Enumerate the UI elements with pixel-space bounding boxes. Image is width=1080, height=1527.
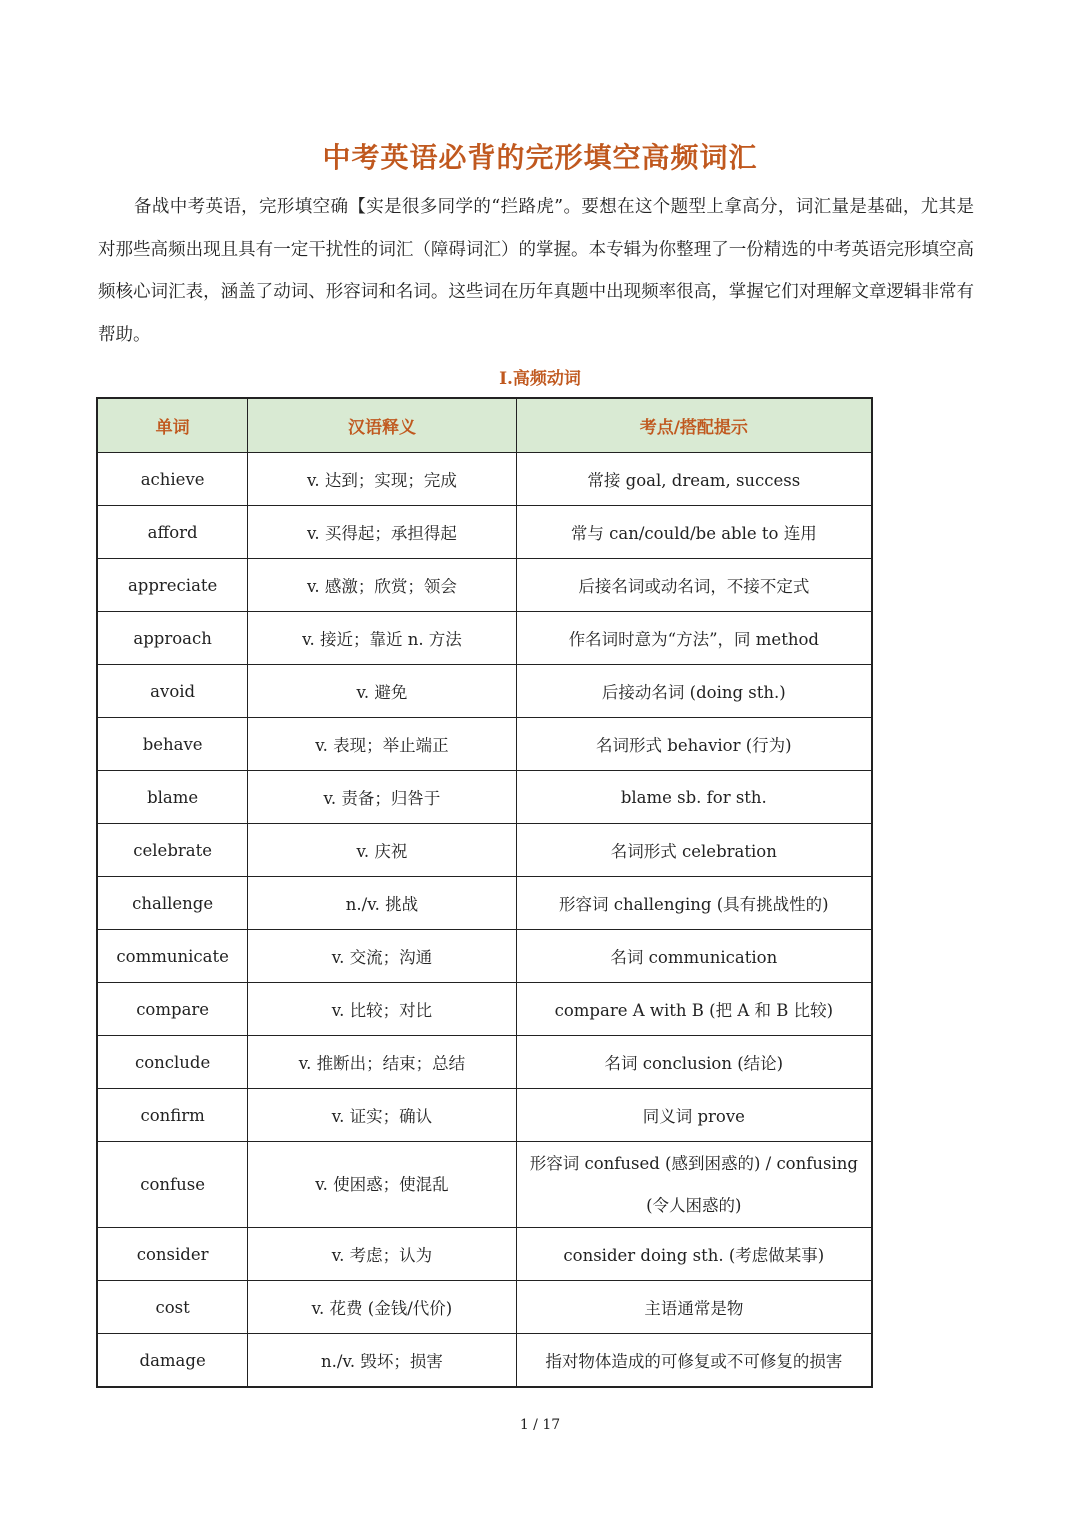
- page-title: 中考英语必背的完形填空高频词汇: [322, 141, 758, 174]
- cell-note: 名词 conclusion (结论): [516, 1036, 872, 1089]
- cell-note: 名词 communication: [516, 930, 872, 983]
- cell-meaning: v. 感激；欣赏；领会: [248, 559, 516, 612]
- cell-meaning: v. 证实；确认: [248, 1089, 516, 1142]
- cell-meaning: v. 达到；实现；完成: [248, 453, 516, 506]
- cell-note: compare A with B (把 A 和 B 比较): [516, 983, 872, 1036]
- cell-note: 指对物体造成的可修复或不可修复的损害: [516, 1334, 872, 1388]
- table-header-row: [97, 398, 872, 453]
- cell-note: 作名词时意为“方法”，同 method: [516, 612, 872, 665]
- header-meaning: 汉语释义: [248, 398, 516, 453]
- cell-meaning: v. 花费 (金钱/代价): [248, 1281, 516, 1334]
- cell-meaning: v. 比较；对比: [248, 983, 516, 1036]
- table-row: [97, 983, 872, 1036]
- cell-note: consider doing sth. (考虑做某事): [516, 1228, 872, 1281]
- cell-note: 名词形式 behavior (行为): [516, 718, 872, 771]
- section-heading: I.高频动词: [499, 369, 581, 389]
- cell-word: confirm: [97, 1089, 248, 1142]
- table-row: [97, 1036, 872, 1089]
- cell-word: damage: [97, 1334, 248, 1388]
- table-row: [97, 612, 872, 665]
- cell-note: 后接名词或动名词，不接不定式: [516, 559, 872, 612]
- cell-word: challenge: [97, 877, 248, 930]
- page-number: 1 / 17: [519, 1417, 561, 1433]
- cell-meaning: n./v. 挑战: [248, 877, 516, 930]
- table-row: [97, 1334, 872, 1388]
- cell-word: afford: [97, 506, 248, 559]
- cell-meaning: v. 买得起；承担得起: [248, 506, 516, 559]
- cell-word: compare: [97, 983, 248, 1036]
- cell-note: 名词形式 celebration: [516, 824, 872, 877]
- cell-word: consider: [97, 1228, 248, 1281]
- cell-note: 形容词 confused (感到困惑的) / confusing (令人困惑的): [516, 1142, 872, 1228]
- cell-word: cost: [97, 1281, 248, 1334]
- cell-word: approach: [97, 612, 248, 665]
- vocabulary-table: [96, 397, 873, 1388]
- cell-word: conclude: [97, 1036, 248, 1089]
- cell-word: communicate: [97, 930, 248, 983]
- cell-note: 同义词 prove: [516, 1089, 872, 1142]
- cell-meaning: v. 考虑；认为: [248, 1228, 516, 1281]
- table-row: [97, 453, 872, 506]
- table-row: [97, 1281, 872, 1334]
- table-row: [97, 1089, 872, 1142]
- cell-note: 主语通常是物: [516, 1281, 872, 1334]
- cell-meaning: v. 避免: [248, 665, 516, 718]
- cell-word: blame: [97, 771, 248, 824]
- cell-meaning: v. 庆祝: [248, 824, 516, 877]
- cell-meaning: v. 接近；靠近 n. 方法: [248, 612, 516, 665]
- cell-word: achieve: [97, 453, 248, 506]
- cell-meaning: v. 推断出；结束；总结: [248, 1036, 516, 1089]
- table-row: [97, 771, 872, 824]
- cell-meaning: v. 交流；沟通: [248, 930, 516, 983]
- table-row: [97, 1142, 872, 1228]
- cell-note: 常与 can/could/be able to 连用: [516, 506, 872, 559]
- cell-word: confuse: [97, 1142, 248, 1228]
- table-row: [97, 824, 872, 877]
- table-row: [97, 559, 872, 612]
- header-word: 单词: [97, 398, 248, 453]
- cell-word: behave: [97, 718, 248, 771]
- table-row: [97, 718, 872, 771]
- table-row: [97, 1228, 872, 1281]
- cell-meaning: v. 表现；举止端正: [248, 718, 516, 771]
- table-row: [97, 930, 872, 983]
- cell-meaning: n./v. 毁坏；损害: [248, 1334, 516, 1388]
- table-row: [97, 665, 872, 718]
- intro-paragraph: 备战中考英语，完形填空确【实是很多同学的“拦路虎”。要想在这个题型上拿高分，词汇量是基础，尤其是对那些高频出现且具有一定干扰性的词汇（障碍词汇）的掌握。本专辑为你整理了一份精选的中考英语完形填空高频核心词汇表，涵盖了动词、形容词和名词。这些词在历年真题中出现频率很高，掌握它们对理解文章逻辑非常有帮助。: [98, 197, 974, 345]
- table-row: [97, 506, 872, 559]
- cell-note: 形容词 challenging (具有挑战性的): [516, 877, 872, 930]
- header-note: 考点/搭配提示: [516, 398, 872, 453]
- table-row: [97, 877, 872, 930]
- cell-note: 常接 goal, dream, success: [516, 453, 872, 506]
- cell-word: avoid: [97, 665, 248, 718]
- cell-word: celebrate: [97, 824, 248, 877]
- cell-word: appreciate: [97, 559, 248, 612]
- cell-meaning: v. 责备；归咎于: [248, 771, 516, 824]
- cell-note: blame sb. for sth.: [516, 771, 872, 824]
- cell-meaning: v. 使困惑；使混乱: [248, 1142, 516, 1228]
- cell-note: 后接动名词 (doing sth.): [516, 665, 872, 718]
